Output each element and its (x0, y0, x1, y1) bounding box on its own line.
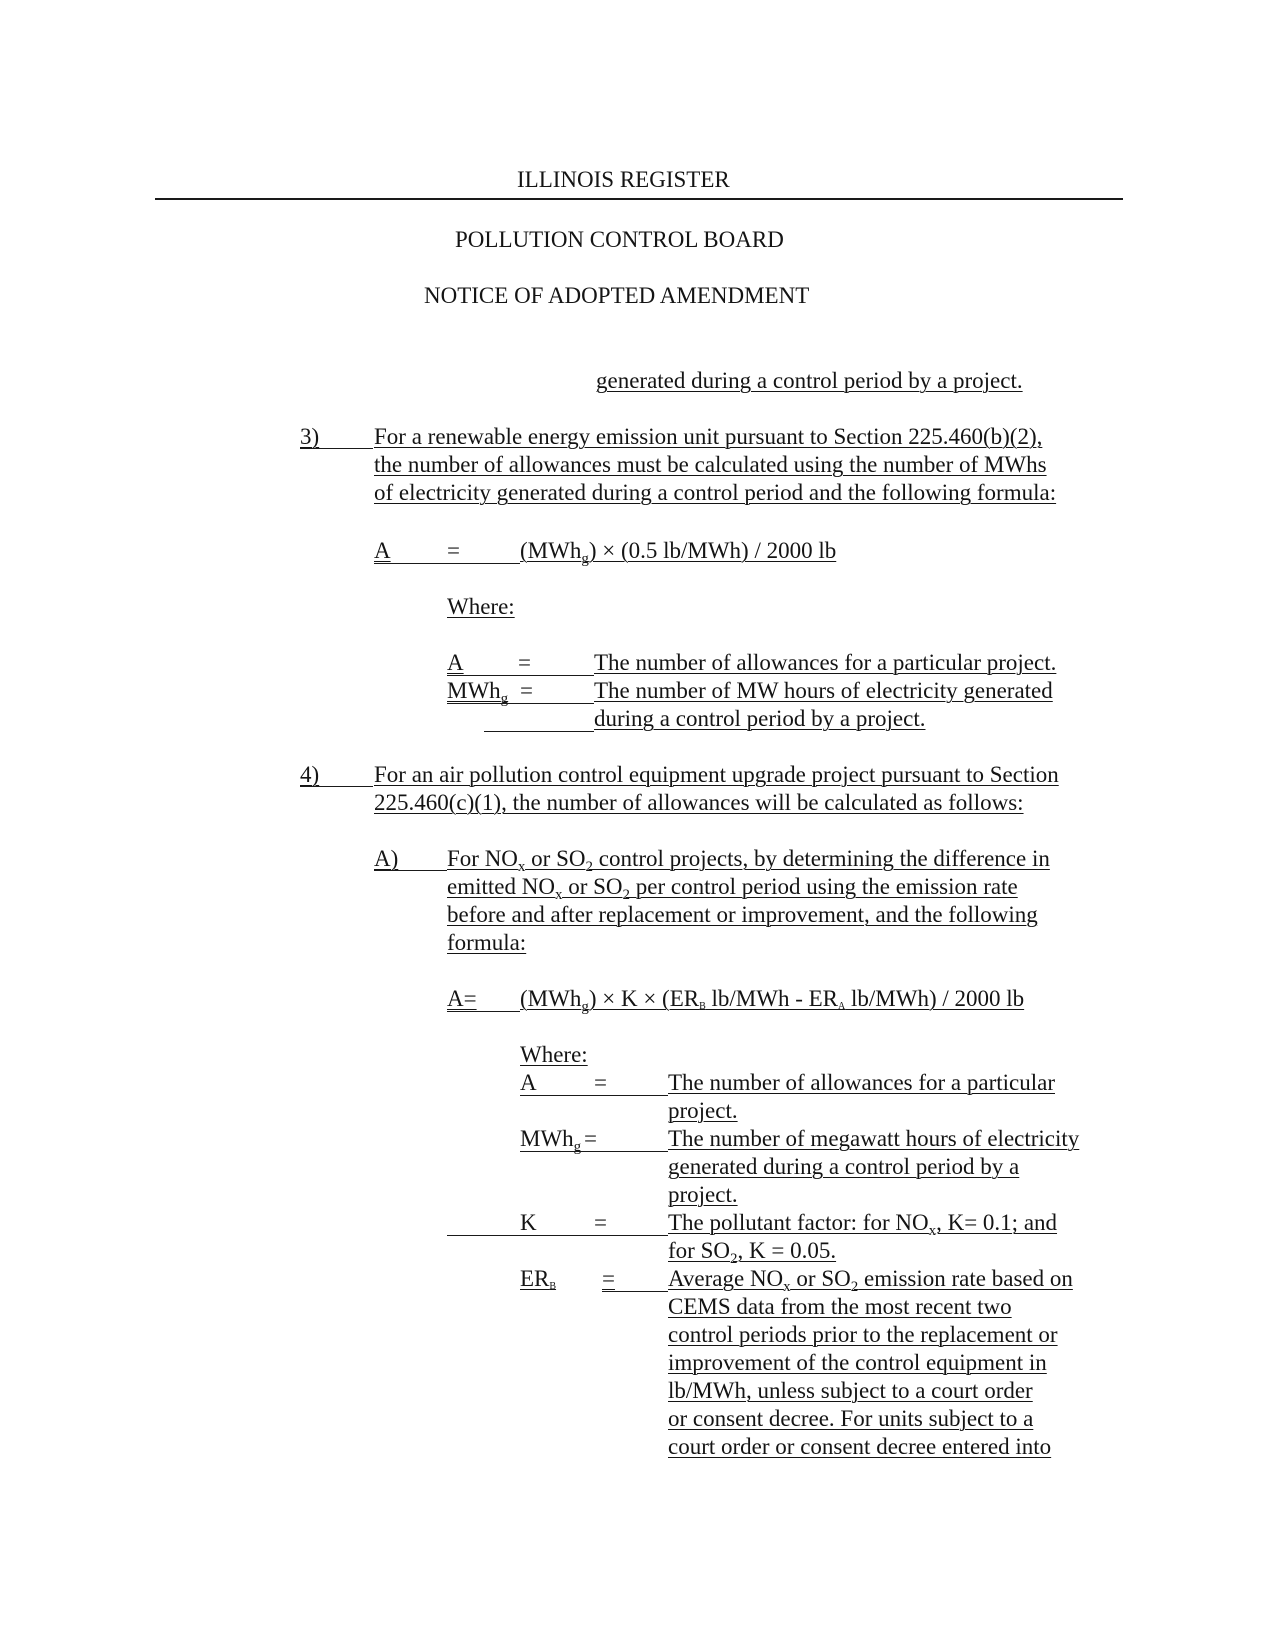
item4-line1: For an air pollution control equipment upgrade project pursuant to Section (374, 762, 1059, 787)
item4-number-rule (300, 786, 373, 787)
item3-line1: For a renewable energy emission unit pursuant to Section 225.460(b)(2), (374, 424, 1043, 449)
subA-letter: A) (374, 846, 399, 871)
subA-def-a-text2: project. (668, 1098, 738, 1123)
subA-def-mwh-text1: The number of megawatt hours of electricity (668, 1126, 1080, 1151)
subA-def-erb-eq: = (602, 1266, 615, 1291)
subA-line4: formula: (447, 930, 527, 955)
subA-line2: emitted $NO_x$ or $SO_2$ per control period using the emission rate (447, 874, 1018, 903)
subA-def-mwh-term: MWh$_g$ (520, 1126, 582, 1155)
item3-def-mwh-term: MWh$_g$ (447, 678, 509, 707)
item3-number-rule (300, 448, 373, 449)
subA-formula: (MWh$_g$) × K × (ERB lb/MWh - ERA lb/MWh) / 2000 lb (520, 986, 1025, 1015)
item3-where: Where: (447, 594, 515, 619)
subA-formula-lhs: A= (447, 986, 477, 1011)
subA-def-k-text2: for $SO_2$, K = 0.05. (668, 1238, 837, 1267)
item3-line3: of electricity generated during a control period and the following formula: (374, 480, 1057, 505)
subA-def-k-rule (447, 1235, 668, 1236)
item3-number: 3) (300, 424, 320, 449)
item3-def-mwh-rule2 (484, 731, 594, 732)
subA-def-k-eq: = (594, 1210, 607, 1235)
item3-def-mwh-text1: The number of MW hours of electricity generated (594, 678, 1053, 703)
subA-def-k-term: K (520, 1210, 537, 1235)
subA-def-erb-line: improvement of the control equipment in (668, 1350, 1047, 1375)
subA-def-k-text1: The pollutant factor: for $NO_x$, K= 0.1; and (668, 1210, 1058, 1239)
item4-number: 4) (300, 762, 320, 787)
subA-def-erb-rule (602, 1291, 668, 1292)
item4-line2: 225.460(c)(1), the number of allowances will be calculated as follows: (374, 790, 1024, 815)
header-rule (155, 198, 1123, 200)
item3-def-mwh-eq: = (520, 678, 533, 703)
subA-def-mwh-text3: project. (668, 1182, 738, 1207)
notice-title: NOTICE OF ADOPTED AMENDMENT (424, 283, 810, 308)
item3-formula-eq: = (447, 538, 460, 563)
subA-def-mwh-text2: generated during a control period by a (668, 1154, 1020, 1179)
subA-def-erb-line: court order or consent decree entered into (668, 1434, 1052, 1459)
subA-def-erb-line: CEMS data from the most recent two (668, 1294, 1012, 1319)
subA-def-a-term: A (520, 1070, 537, 1095)
item3-def-a-eq: = (518, 650, 531, 675)
continuation-line: generated during a control period by a project. (596, 368, 1023, 393)
subA-letter-rule (374, 870, 447, 871)
item3-def-mwh-text2: during a control period by a project. (594, 706, 926, 731)
item3-line2: the number of allowances must be calculated using the number of MWhs (374, 452, 1047, 477)
subA-where: Where: (520, 1042, 588, 1067)
subA-def-a-text1: The number of allowances for a particular (668, 1070, 1055, 1095)
register-title: ILLINOIS REGISTER (517, 167, 730, 192)
subA-def-erb-text1: Average $NO_x$ or $SO_2$ emission rate based on (668, 1266, 1073, 1295)
item3-formula-lhs: A (374, 538, 391, 563)
subA-def-mwh-eq: = (584, 1126, 597, 1151)
subA-def-erb-term: ERB (520, 1266, 557, 1292)
subA-line1: For $NO_x$ or $SO_2$ control projects, by determining the difference in (447, 846, 1050, 875)
subA-formula-lhs-rule (447, 1011, 520, 1012)
subA-def-a-eq: = (594, 1070, 607, 1095)
board-title: POLLUTION CONTROL BOARD (455, 227, 784, 252)
item3-def-a-term: A (447, 650, 464, 675)
subA-def-erb-line: lb/MWh, unless subject to a court order (668, 1378, 1033, 1403)
subA-def-erb-line: control periods prior to the replacement or (668, 1322, 1058, 1347)
item3-formula: (MWh$_g$) × (0.5 lb/MWh) / 2000 lb (520, 538, 837, 567)
item3-def-a-text: The number of allowances for a particular project. (594, 650, 1057, 675)
subA-def-erb-line: or consent decree. For units subject to a (668, 1406, 1034, 1431)
subA-line3: before and after replacement or improvement, and the following (447, 902, 1038, 927)
